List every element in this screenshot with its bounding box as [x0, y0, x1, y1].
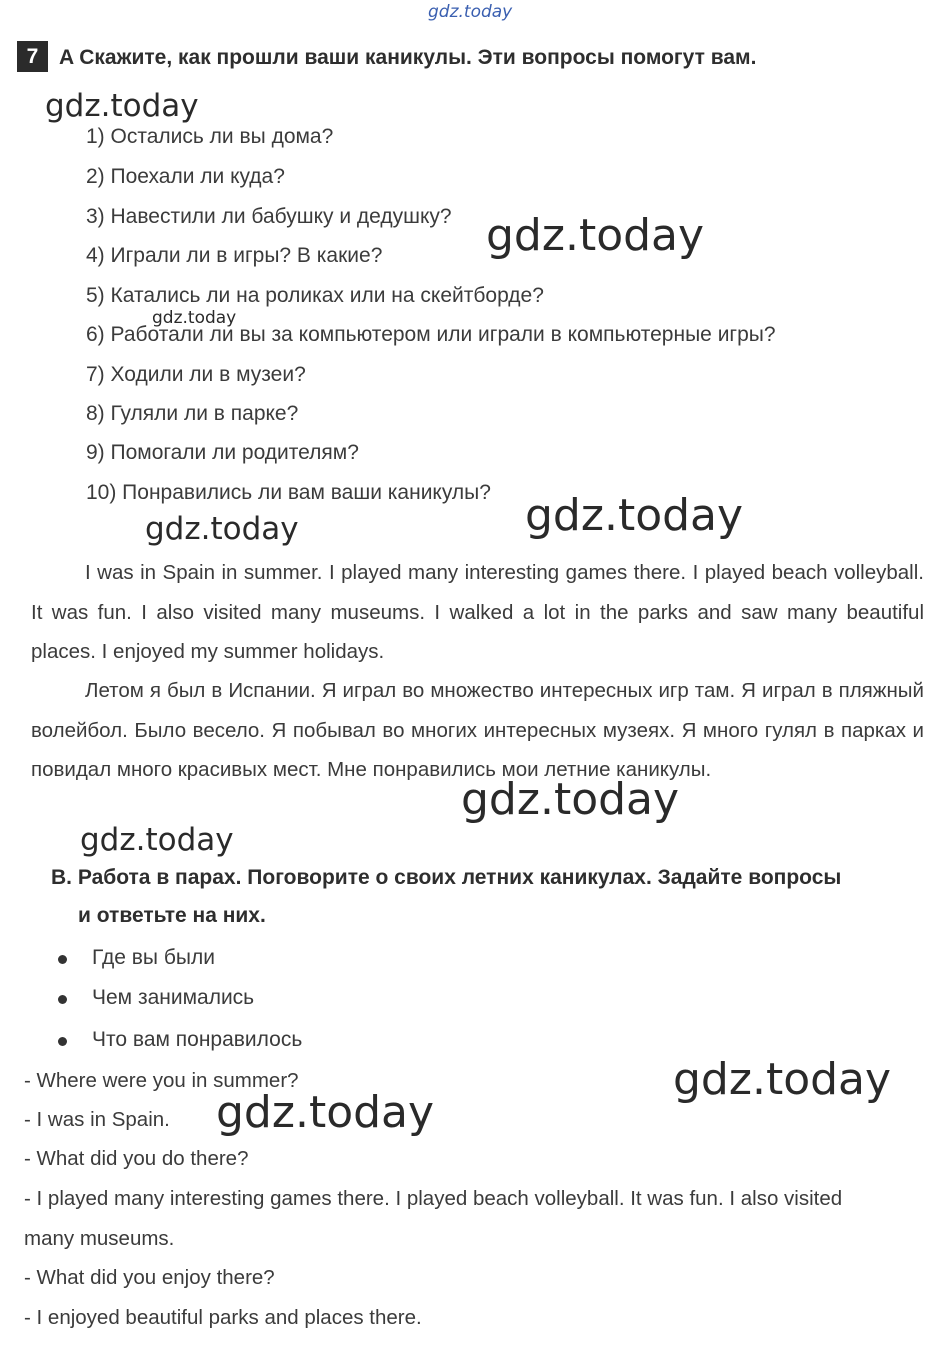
answer-russian-text: Летом я был в Испании. Я играл во множество интересных игр там. Я играл в пляжный волейбол. Было весело. Я побывал во многих интересных музеях. Я много гулял в парках и повидал много красивых мест. Мне понравились мои летние каникулы. [31, 679, 924, 781]
question-item: 3) Навестили ли бабушку и дедушку? [86, 205, 452, 228]
question-item: 5) Катались ли на роликах или на скейтборде? [86, 284, 544, 307]
dialogue-line: - Where were you in summer? [24, 1069, 299, 1092]
bullet-item: Что вам понравилось [92, 1028, 303, 1051]
dialogue-line: - I enjoyed beautiful parks and places there. [24, 1306, 422, 1329]
watermark: gdz.today [461, 774, 680, 825]
bullet-item: Где вы были [92, 946, 215, 969]
question-item: 6) Работали ли вы за компьютером или играли в компьютерные игры? [86, 323, 776, 346]
watermark: gdz.today [80, 822, 234, 858]
question-item: 9) Помогали ли родителям? [86, 441, 359, 464]
answer-english [31, 553, 924, 672]
bullet-dot [58, 1037, 67, 1046]
watermark-top: gdz.today [428, 2, 513, 22]
question-item: 7) Ходили ли в музеи? [86, 363, 306, 386]
question-item: 10) Понравились ли вам ваши каникулы? [86, 481, 491, 504]
watermark-small: gdz.today [152, 308, 237, 328]
dialogue-line: - I played many interesting games there. I played beach volleyball. It was fun. I also visited [24, 1187, 843, 1210]
question-item: 4) Играли ли в игры? В какие? [86, 244, 383, 267]
bullet-dot [58, 995, 67, 1004]
watermark: gdz.today [673, 1054, 892, 1105]
watermark: gdz.today [145, 511, 299, 547]
watermark: gdz.today [486, 210, 705, 261]
bullet-item: Чем занимались [92, 986, 255, 1009]
question-item: 1) Остались ли вы дома? [86, 125, 334, 148]
answer-english-text: I was in Spain in summer. I played many interesting games there. I played beach volleyball. It was fun. I also visited many museums. I walked a lot in the parks and saw many beautiful places. I enjoyed my summer holidays. [31, 561, 924, 663]
dialogue-line: - What did you do there? [24, 1147, 249, 1170]
dialogue-line: - What did you enjoy there? [24, 1266, 275, 1289]
question-item: 8) Гуляли ли в парке? [86, 402, 299, 425]
watermark: gdz.today [216, 1087, 435, 1138]
watermark: gdz.today [525, 490, 744, 541]
question-item: 2) Поехали ли куда? [86, 165, 285, 188]
part-b-heading-cont: и ответьте на них. [78, 904, 266, 927]
dialogue-line: many museums. [24, 1227, 175, 1250]
bullet-dot [58, 955, 67, 964]
part-b-heading: B. Работа в парах. Поговорите о своих летних каникулах. Задайте вопросы [51, 866, 842, 889]
dialogue-line: - I was in Spain. [24, 1108, 170, 1131]
part-a-heading: A Скажите, как прошли ваши каникулы. Эти вопросы помогут вам. [59, 46, 757, 69]
watermark: gdz.today [45, 88, 199, 124]
exercise-number: 7 [17, 41, 48, 72]
answer-russian [31, 671, 924, 790]
